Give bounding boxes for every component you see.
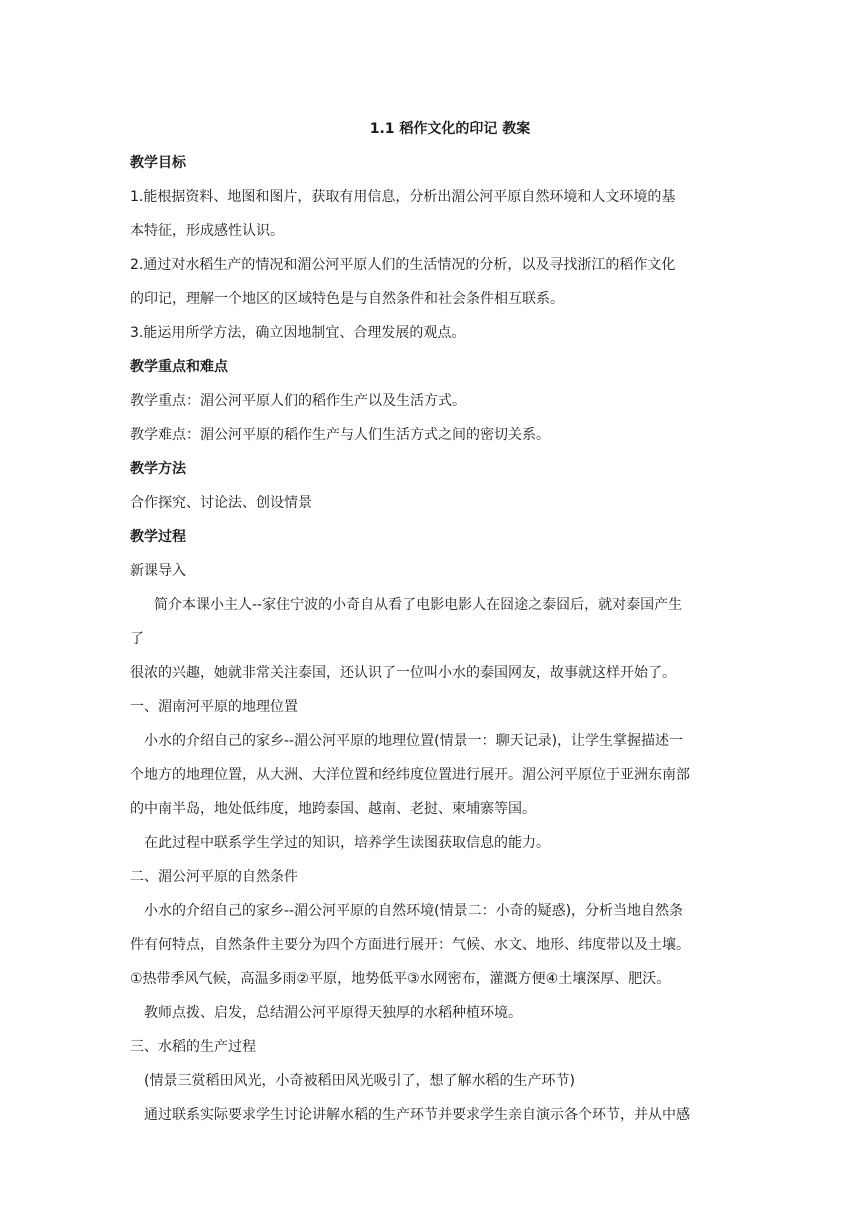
intro-line-2: 了 [130, 631, 144, 647]
part-3-line-2: 通过联系实际要求学生讨论讲解水稻的生产环节并要求学生亲自演示各个环节，并从中感 [144, 1107, 690, 1123]
document-title: 1.1 稻作文化的印记 教案 [369, 121, 531, 137]
heading-teaching-goals: 教学目标 [130, 155, 186, 171]
heading-teaching-process: 教学过程 [130, 529, 186, 545]
goal-1-line-1: 1.能根据资料、地图和图片，获取有用信息，分析出湄公河平原自然环境和人文环境的基 [130, 189, 676, 205]
part-3-title: 三、水稻的生产过程 [130, 1039, 256, 1055]
intro-label: 新课导入 [130, 563, 186, 579]
document-body [130, 112, 734, 1132]
part-1-line-1: 小水的介绍自己的家乡--湄公河平原的地理位置(情景一：聊天记录)，让学生掌握描述一 [144, 733, 684, 749]
part-3-line-1: (情景三赏稻田风光，小奇被稻田风光吸引了，想了解水稻的生产环节) [144, 1073, 575, 1089]
intro-line-3: 很浓的兴趣，她就非常关注泰国，还认识了一位叫小水的泰国网友，故事就这样开始了。 [130, 665, 676, 681]
part-1-line-4: 在此过程中联系学生学过的知识，培养学生读图获取信息的能力。 [144, 835, 550, 851]
goal-2-line-2: 的印记，理解一个地区的区域特色是与自然条件和社会条件相互联系。 [130, 291, 564, 307]
heading-key-points: 教学重点和难点 [130, 359, 228, 375]
part-2-line-3: ①热带季风气候，高温多雨②平原，地势低平③水网密布，灌溉方便④土壤深厚、肥沃。 [130, 971, 671, 987]
goal-2-line-1: 2.通过对水稻生产的情况和湄公河平原人们的生活情况的分析，以及寻找浙江的稻作文化 [130, 257, 676, 273]
heading-teaching-methods: 教学方法 [130, 461, 186, 477]
key-point: 教学重点：湄公河平原人们的稻作生产以及生活方式。 [130, 393, 466, 409]
part-2-title: 二、湄公河平原的自然条件 [130, 869, 298, 885]
intro-line-1: 简介本课小主人--家住宁波的小奇自从看了电影电影人在囧途之泰囧后，就对泰国产生 [154, 597, 683, 613]
part-1-title: 一、湄南河平原的地理位置 [130, 699, 298, 715]
part-2-line-1: 小水的介绍自己的家乡--湄公河平原的自然环境(情景二：小奇的疑惑)，分析当地自然条 [144, 903, 684, 919]
goal-3: 3.能运用所学方法，确立因地制宜、合理发展的观点。 [130, 325, 466, 341]
part-1-line-3: 的中南半岛，地处低纬度，地跨泰国、越南、老挝、柬埔寨等国。 [130, 801, 536, 817]
part-2-line-4: 教师点拨、启发，总结湄公河平原得天独厚的水稻种植环境。 [144, 1005, 522, 1021]
part-2-line-2: 件有何特点，自然条件主要分为四个方面进行展开：气候、水文、地形、纬度带以及土壤。 [130, 937, 690, 953]
methods-text: 合作探究、讨论法、创设情景 [130, 495, 312, 511]
key-difficulty: 教学难点：湄公河平原的稻作生产与人们生活方式之间的密切关系。 [130, 427, 550, 443]
part-1-line-2: 个地方的地理位置，从大洲、大洋位置和经纬度位置进行展开。湄公河平原位于亚洲东南部 [130, 767, 690, 783]
goal-1-line-2: 本特征，形成感性认识。 [130, 223, 284, 239]
